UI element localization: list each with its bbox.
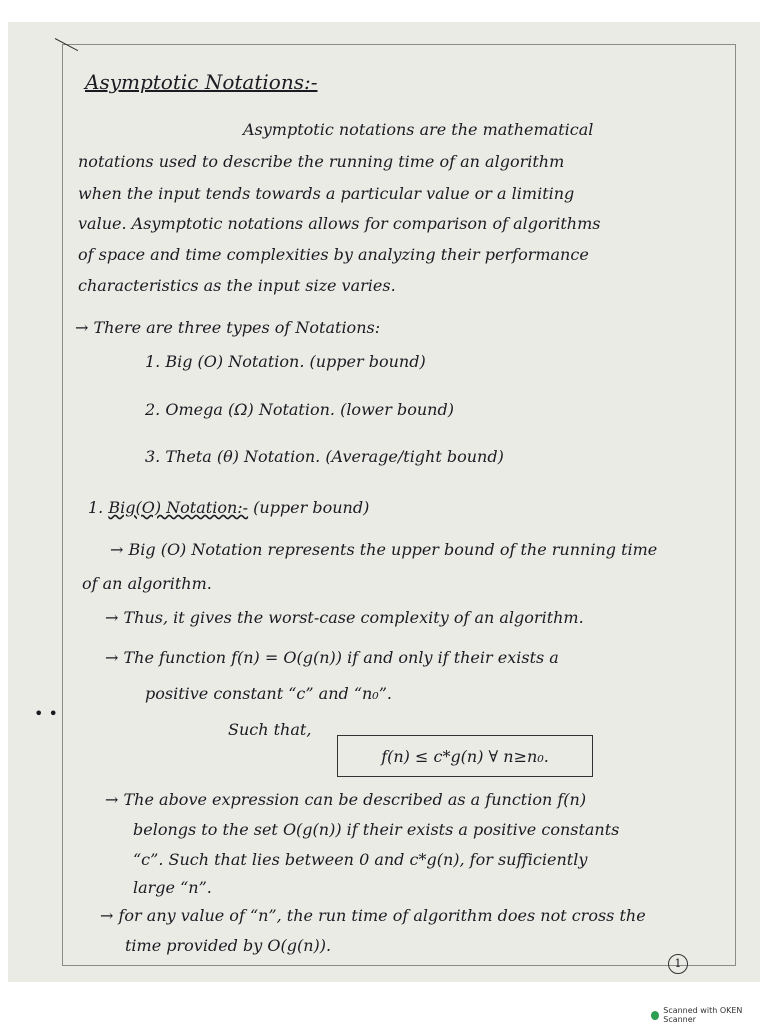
bigo-line: → Thus, it gives the worst-case complexity of an algorithm. <box>105 608 584 627</box>
type-item-big-o: 1. Big (O) Notation. (upper bound) <box>145 352 426 371</box>
type-item-omega: 2. Omega (Ω) Notation. (lower bound) <box>145 400 454 419</box>
side-dots: • • <box>34 704 58 723</box>
bigo-line: of an algorithm. <box>82 574 212 593</box>
intro-line: characteristics as the input size varies. <box>78 276 396 295</box>
expression-line: “c”. Such that lies between 0 and c*g(n), for sufficiently <box>133 850 588 869</box>
intro-line: when the input tends towards a particular value or a limiting <box>78 184 575 203</box>
formula-box: f(n) ≤ c*g(n) ∀ n≥n₀. <box>337 735 593 777</box>
page-number: 1 <box>668 954 688 974</box>
bigo-line: → Big (O) Notation represents the upper bound of the running time <box>110 540 658 559</box>
runtime-line: time provided by O(g(n)). <box>125 936 332 955</box>
section-heading <box>88 498 369 518</box>
intro-line: of space and time complexities by analyzing their performance <box>78 245 589 264</box>
section-title: Big(O) Notation:- <box>108 498 249 517</box>
scanner-label: Scanned with OKEN Scanner <box>663 1006 743 1024</box>
runtime-line: → for any value of “n”, the run time of algorithm does not cross the <box>100 906 646 925</box>
types-heading: → There are three types of Notations: <box>75 318 381 337</box>
expression-line: large “n”. <box>133 878 212 897</box>
page-title: Asymptotic Notations:- <box>85 70 318 94</box>
bigo-line: positive constant “c” and “n₀”. <box>145 684 392 703</box>
bigo-line: → The function f(n) = O(g(n)) if and only if their exists a <box>105 648 559 667</box>
scanner-logo-icon <box>651 1011 659 1020</box>
section-number: 1. <box>88 498 104 517</box>
intro-line: notations used to describe the running time of an algorithm <box>78 152 565 171</box>
intro-line: Asymptotic notations are the mathematical <box>243 120 594 139</box>
such-that-label: Such that, <box>228 720 312 739</box>
scanner-watermark <box>651 1006 768 1024</box>
section-suffix: (upper bound) <box>253 498 370 517</box>
expression-line: belongs to the set O(g(n)) if their exists a positive constants <box>133 820 620 839</box>
expression-line: → The above expression can be described as a function f(n) <box>105 790 587 809</box>
type-item-theta: 3. Theta (θ) Notation. (Average/tight bound) <box>145 447 504 466</box>
intro-line: value. Asymptotic notations allows for comparison of algorithms <box>78 214 601 233</box>
